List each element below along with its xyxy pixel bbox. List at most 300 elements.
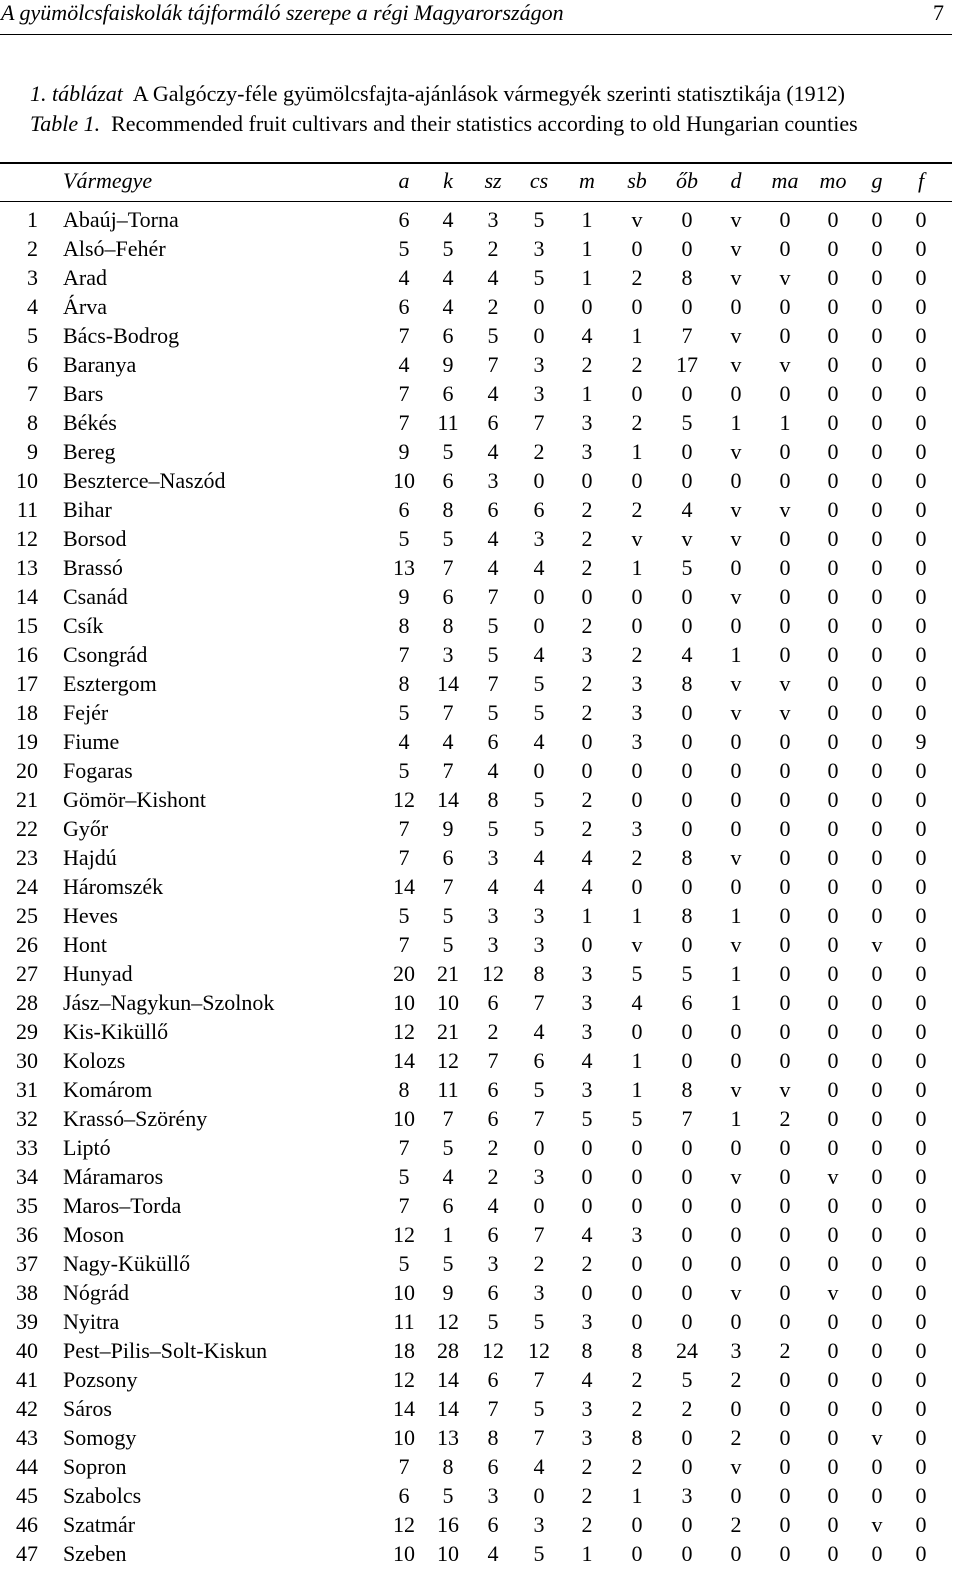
table-cell: 0 [779, 990, 791, 1015]
county-name: Máramaros [63, 1164, 164, 1189]
county-name: Hunyad [63, 961, 133, 986]
table-cell: 28 [437, 1338, 459, 1363]
table-cell: 6 [442, 584, 454, 609]
table-cell: 0 [779, 932, 791, 957]
column-header: ma [771, 168, 799, 193]
table-cell: 0 [915, 1541, 927, 1566]
table-cell: 7 [442, 874, 454, 899]
column-header: őb [676, 168, 698, 193]
table-cell: 3 [581, 1425, 593, 1450]
table-cell: 7 [487, 352, 499, 377]
table-cell: 12 [393, 1222, 415, 1247]
table-cell: 1 [730, 961, 742, 986]
table-cell: 0 [871, 1541, 883, 1566]
table-cell: 0 [871, 584, 883, 609]
table-cell: 7 [398, 816, 410, 841]
table-cell: 0 [827, 758, 839, 783]
table-cell: 10 [437, 990, 459, 1015]
table-cell: 2 [730, 1425, 742, 1450]
table-cell: v [631, 526, 643, 551]
table-cell: 0 [581, 584, 593, 609]
county-name: Esztergom [63, 671, 157, 696]
table-top-rule [0, 162, 952, 164]
table-cell: 0 [915, 1019, 927, 1044]
table-cell: 0 [730, 1251, 742, 1276]
table-cell: 21 [437, 961, 459, 986]
row-number: 42 [16, 1396, 38, 1421]
table-cell: 0 [827, 613, 839, 638]
table-cell: 7 [533, 990, 545, 1015]
table-cell: 7 [533, 1106, 545, 1131]
table-cell: 0 [730, 381, 742, 406]
column-header: f [917, 168, 925, 193]
table-caption-en-label: Table 1. [30, 111, 101, 136]
table-cell: 0 [915, 1338, 927, 1363]
county-name: Moson [63, 1222, 125, 1247]
table-cell: 2 [631, 642, 643, 667]
table-cell: v [730, 932, 742, 957]
table-cell: 8 [681, 1077, 693, 1102]
table-cell: 6 [398, 497, 410, 522]
table-cell: 8 [533, 961, 545, 986]
table-cell: 0 [871, 236, 883, 261]
table-cell: 0 [779, 1222, 791, 1247]
table-cell: 0 [871, 1077, 883, 1102]
table-cell: 12 [437, 1309, 459, 1334]
table-cell: 4 [487, 439, 499, 464]
table-cell: 4 [533, 1019, 545, 1044]
county-name: Nagy-Küküllő [63, 1251, 191, 1276]
table-cell: 1 [581, 236, 593, 261]
table-cell: 10 [393, 1425, 415, 1450]
table-cell: 0 [915, 1222, 927, 1247]
county-name: Fiume [63, 729, 120, 754]
table-cell: 6 [487, 990, 499, 1015]
county-name: Sopron [63, 1454, 127, 1479]
table-cell: 7 [398, 410, 410, 435]
table-cell: 0 [827, 642, 839, 667]
table-cell: 0 [730, 874, 742, 899]
table-cell: 0 [827, 381, 839, 406]
table-cell: 12 [482, 1338, 504, 1363]
table-cell: 0 [779, 1135, 791, 1160]
table-cell: 0 [827, 1541, 839, 1566]
table-cell: 3 [581, 1077, 593, 1102]
table-cell: 8 [681, 903, 693, 928]
table-cell: 4 [442, 1164, 454, 1189]
table-cell: v [681, 526, 693, 551]
table-cell: 0 [779, 613, 791, 638]
row-number: 8 [27, 410, 38, 435]
table-cell: v [730, 323, 742, 348]
table-cell: 0 [871, 1019, 883, 1044]
table-cell: 0 [779, 1454, 791, 1479]
table-cell: 0 [871, 526, 883, 551]
table-cell: v [730, 1280, 742, 1305]
table-cell: 0 [915, 758, 927, 783]
table-cell: 7 [398, 323, 410, 348]
table-cell: 0 [915, 497, 927, 522]
table-cell: 0 [915, 642, 927, 667]
table-cell: 2 [581, 1454, 593, 1479]
table-cell: 3 [487, 1251, 499, 1276]
table-cell: 0 [681, 1512, 693, 1537]
table-cell: 0 [827, 352, 839, 377]
table-cell: 2 [581, 700, 593, 725]
table-cell: 2 [681, 1396, 693, 1421]
table-cell: v [730, 1077, 742, 1102]
table-cell: 12 [482, 961, 504, 986]
table-cell: 4 [487, 874, 499, 899]
table-cell: 0 [827, 410, 839, 435]
table-cell: 0 [915, 468, 927, 493]
table-cell: 0 [730, 1396, 742, 1421]
county-name: Gömör–Kishont [63, 787, 206, 812]
table-cell: 0 [827, 584, 839, 609]
table-cell: v [730, 845, 742, 870]
table-cell: 2 [779, 1106, 791, 1131]
table-cell: 3 [581, 439, 593, 464]
table-cell: v [730, 439, 742, 464]
table-cell: 0 [681, 1309, 693, 1334]
table-cell: 6 [398, 207, 410, 232]
table-cell: 2 [631, 265, 643, 290]
table-cell: 0 [827, 700, 839, 725]
table-cell: 6 [487, 497, 499, 522]
table-cell: 0 [827, 1309, 839, 1334]
row-number: 20 [16, 758, 38, 783]
table-caption-hu-text: A Galgóczy-féle gyümölcsfajta-ajánlások vármegyék szerinti statisztikája (1912) [132, 81, 845, 106]
table-cell: 4 [681, 497, 693, 522]
table-cell: 0 [581, 1164, 593, 1189]
table-cell: 1 [631, 323, 643, 348]
table-cell: 0 [915, 294, 927, 319]
table-cell: v [730, 236, 742, 261]
table-cell: 0 [827, 671, 839, 696]
table-cell: 0 [915, 1251, 927, 1276]
table-cell: 0 [827, 1077, 839, 1102]
table-cell: 6 [487, 1280, 499, 1305]
table-cell: v [827, 1164, 839, 1189]
table-cell: 6 [442, 323, 454, 348]
table-cell: 0 [915, 1309, 927, 1334]
column-header: m [579, 168, 595, 193]
table-cell: 0 [871, 352, 883, 377]
table-cell: 5 [398, 1164, 410, 1189]
county-name: Abaúj–Torna [63, 207, 179, 232]
table-cell: v [871, 1425, 883, 1450]
column-header-county: Vármegye [63, 168, 153, 193]
table-cell: 9 [915, 729, 927, 754]
table-cell: 8 [442, 1454, 454, 1479]
table-cell: 3 [533, 381, 545, 406]
county-name: Árva [63, 294, 107, 319]
table-cell: 0 [533, 613, 545, 638]
table-cell: 4 [581, 1222, 593, 1247]
table-cell: 7 [533, 410, 545, 435]
table-cell: 0 [827, 323, 839, 348]
row-number: 4 [27, 294, 38, 319]
row-number: 11 [16, 497, 38, 522]
table-cell: 12 [393, 1019, 415, 1044]
table-cell: 4 [398, 352, 410, 377]
table-cell: 4 [581, 874, 593, 899]
county-name: Komárom [63, 1077, 153, 1102]
table-cell: 0 [779, 729, 791, 754]
table-cell: 0 [827, 1512, 839, 1537]
county-name: Bihar [63, 497, 112, 522]
table-caption-en-text: Recommended fruit cultivars and their statistics according to old Hungarian counties [111, 111, 858, 136]
table-cell: 0 [827, 1483, 839, 1508]
table-cell: 7 [398, 932, 410, 957]
table-cell: 0 [871, 1106, 883, 1131]
table-caption-hungarian [30, 81, 845, 107]
table-cell: 5 [398, 236, 410, 261]
table-cell: 3 [581, 1309, 593, 1334]
table-cell: 5 [533, 816, 545, 841]
table-cell: 0 [871, 700, 883, 725]
table-cell: 0 [871, 758, 883, 783]
row-number: 30 [16, 1048, 38, 1073]
table-cell: 0 [779, 1483, 791, 1508]
table-cell: 3 [487, 1483, 499, 1508]
table-cell: 0 [779, 845, 791, 870]
table-cell: 0 [779, 1164, 791, 1189]
table-cell: v [631, 207, 643, 232]
table-cell: 4 [533, 555, 545, 580]
county-name: Békés [63, 410, 117, 435]
county-name: Fogaras [63, 758, 133, 783]
table-cell: 5 [487, 1309, 499, 1334]
table-cell: 0 [631, 1019, 643, 1044]
county-name: Brassó [63, 555, 123, 580]
table-cell: 5 [487, 816, 499, 841]
table-cell: 0 [871, 671, 883, 696]
table-cell: v [779, 700, 791, 725]
table-cell: 5 [442, 932, 454, 957]
county-name: Arad [63, 265, 107, 290]
county-name: Háromszék [63, 874, 164, 899]
table-cell: 6 [442, 381, 454, 406]
table-cell: 10 [393, 468, 415, 493]
table-cell: 0 [915, 352, 927, 377]
table-cell: 0 [681, 1222, 693, 1247]
row-number: 40 [16, 1338, 38, 1363]
table-cell: 0 [827, 816, 839, 841]
table-cell: 4 [487, 381, 499, 406]
table-caption-english [30, 111, 858, 137]
table-cell: 5 [631, 961, 643, 986]
table-cell: 0 [871, 1164, 883, 1189]
table-cell: 7 [681, 323, 693, 348]
row-number: 38 [16, 1280, 38, 1305]
table-cell: 1 [730, 903, 742, 928]
row-number: 19 [16, 729, 38, 754]
table-cell: 0 [827, 497, 839, 522]
row-number: 17 [16, 671, 38, 696]
table-cell: 0 [779, 961, 791, 986]
table-cell: 0 [871, 381, 883, 406]
column-header: sz [484, 168, 502, 193]
table-cell: 0 [681, 294, 693, 319]
table-cell: 0 [779, 1019, 791, 1044]
table-cell: 4 [533, 1454, 545, 1479]
table-cell: 5 [533, 265, 545, 290]
table-cell: 0 [915, 845, 927, 870]
table-cell: 7 [533, 1222, 545, 1247]
table-cell: 0 [631, 1135, 643, 1160]
table-cell: 0 [915, 410, 927, 435]
table-cell: 2 [631, 845, 643, 870]
table-cell: 0 [871, 613, 883, 638]
table-cell: 1 [442, 1222, 454, 1247]
table-cell: 0 [827, 1425, 839, 1450]
county-name: Bács-Bodrog [63, 323, 180, 348]
table-cell: 0 [730, 758, 742, 783]
table-cell: 14 [437, 1396, 459, 1421]
table-cell: 0 [871, 1309, 883, 1334]
table-cell: 11 [393, 1309, 415, 1334]
table-cell: 6 [533, 497, 545, 522]
table-cell: 8 [631, 1338, 643, 1363]
row-number: 24 [16, 874, 38, 899]
table-cell: 0 [915, 671, 927, 696]
table-cell: 0 [779, 1280, 791, 1305]
table-cell: 4 [533, 845, 545, 870]
table-cell: 0 [631, 468, 643, 493]
table-cell: 0 [827, 932, 839, 957]
table-cell: 0 [871, 1454, 883, 1479]
table-cell: 3 [581, 990, 593, 1015]
table-cell: 0 [827, 526, 839, 551]
row-number: 28 [16, 990, 38, 1015]
table-cell: 5 [533, 787, 545, 812]
table-cell: 0 [730, 555, 742, 580]
table-cell: 0 [827, 468, 839, 493]
table-cell: 2 [581, 671, 593, 696]
table-cell: 0 [871, 845, 883, 870]
table-cell: 4 [398, 729, 410, 754]
row-number: 14 [16, 584, 38, 609]
table-cell: 0 [681, 1454, 693, 1479]
table-cell: 0 [681, 468, 693, 493]
table-cell: 0 [915, 1396, 927, 1421]
table-cell: 9 [442, 352, 454, 377]
table-cell: 3 [581, 1396, 593, 1421]
table-cell: 6 [442, 468, 454, 493]
table-cell: 2 [730, 1367, 742, 1392]
county-name: Szatmár [63, 1512, 136, 1537]
county-name: Fejér [63, 700, 109, 725]
county-name: Borsod [63, 526, 127, 551]
table-cell: 0 [871, 555, 883, 580]
table-cell: 0 [631, 1280, 643, 1305]
table-cell: 4 [487, 758, 499, 783]
county-name: Hajdú [63, 845, 117, 870]
table-cell: 5 [442, 526, 454, 551]
table-cell: 0 [827, 729, 839, 754]
column-header: mo [819, 168, 847, 193]
table-cell: 0 [779, 584, 791, 609]
table-cell: 6 [398, 1483, 410, 1508]
table-cell: 4 [442, 207, 454, 232]
table-cell: 12 [393, 1367, 415, 1392]
table-cell: 7 [398, 1454, 410, 1479]
table-cell: 8 [681, 671, 693, 696]
table-cell: 5 [442, 1251, 454, 1276]
table-cell: 3 [581, 1019, 593, 1044]
row-number: 2 [27, 236, 38, 261]
table-cell: 2 [631, 410, 643, 435]
row-number: 10 [16, 468, 38, 493]
table-cell: 6 [442, 845, 454, 870]
table-cell: v [730, 584, 742, 609]
table-cell: 0 [681, 207, 693, 232]
county-name: Kis-Kiküllő [63, 1019, 169, 1044]
table-cell: v [730, 526, 742, 551]
table-cell: 2 [581, 1483, 593, 1508]
table-cell: 0 [779, 642, 791, 667]
table-cell: 0 [631, 1164, 643, 1189]
table-cell: 0 [871, 207, 883, 232]
county-name: Szabolcs [63, 1483, 142, 1508]
table-cell: v [779, 671, 791, 696]
table-cell: 0 [681, 236, 693, 261]
table-cell: 17 [676, 352, 698, 377]
table-cell: 0 [915, 1048, 927, 1073]
table-cell: 0 [915, 903, 927, 928]
table-cell: 0 [681, 816, 693, 841]
county-name: Sáros [63, 1396, 112, 1421]
table-cell: 0 [681, 729, 693, 754]
table-cell: 3 [533, 1164, 545, 1189]
table-cell: 3 [631, 816, 643, 841]
table-cell: 0 [730, 1309, 742, 1334]
table-cell: 0 [730, 613, 742, 638]
table-cell: 4 [442, 294, 454, 319]
table-cell: 0 [915, 1135, 927, 1160]
table-cell: 3 [681, 1483, 693, 1508]
table-cell: 0 [871, 1135, 883, 1160]
table-cell: 1 [581, 903, 593, 928]
table-cell: 3 [533, 1512, 545, 1537]
table-cell: 4 [442, 729, 454, 754]
table-cell: 2 [631, 1454, 643, 1479]
table-cell: 1 [730, 410, 742, 435]
table-cell: 10 [393, 1280, 415, 1305]
table-cell: 0 [681, 700, 693, 725]
table-cell: 0 [871, 468, 883, 493]
table-cell: 6 [487, 1367, 499, 1392]
table-cell: 0 [631, 1309, 643, 1334]
table-cell: 4 [487, 1193, 499, 1218]
table-cell: 0 [533, 1483, 545, 1508]
table-cell: 0 [871, 1338, 883, 1363]
row-number: 35 [16, 1193, 38, 1218]
county-name: Pozsony [63, 1367, 138, 1392]
table-cell: 0 [827, 265, 839, 290]
running-header-title: A gyümölcsfaiskolák tájformáló szerepe a régi Magyarországon [1, 0, 564, 25]
table-cell: 3 [631, 671, 643, 696]
table-cell: 0 [915, 1512, 927, 1537]
table-cell: 0 [827, 845, 839, 870]
table-cell: 0 [915, 1164, 927, 1189]
table-cell: 0 [915, 700, 927, 725]
table-cell: 3 [533, 352, 545, 377]
table-cell: 5 [442, 1483, 454, 1508]
table-cell: 0 [779, 1541, 791, 1566]
table-cell: 3 [487, 932, 499, 957]
